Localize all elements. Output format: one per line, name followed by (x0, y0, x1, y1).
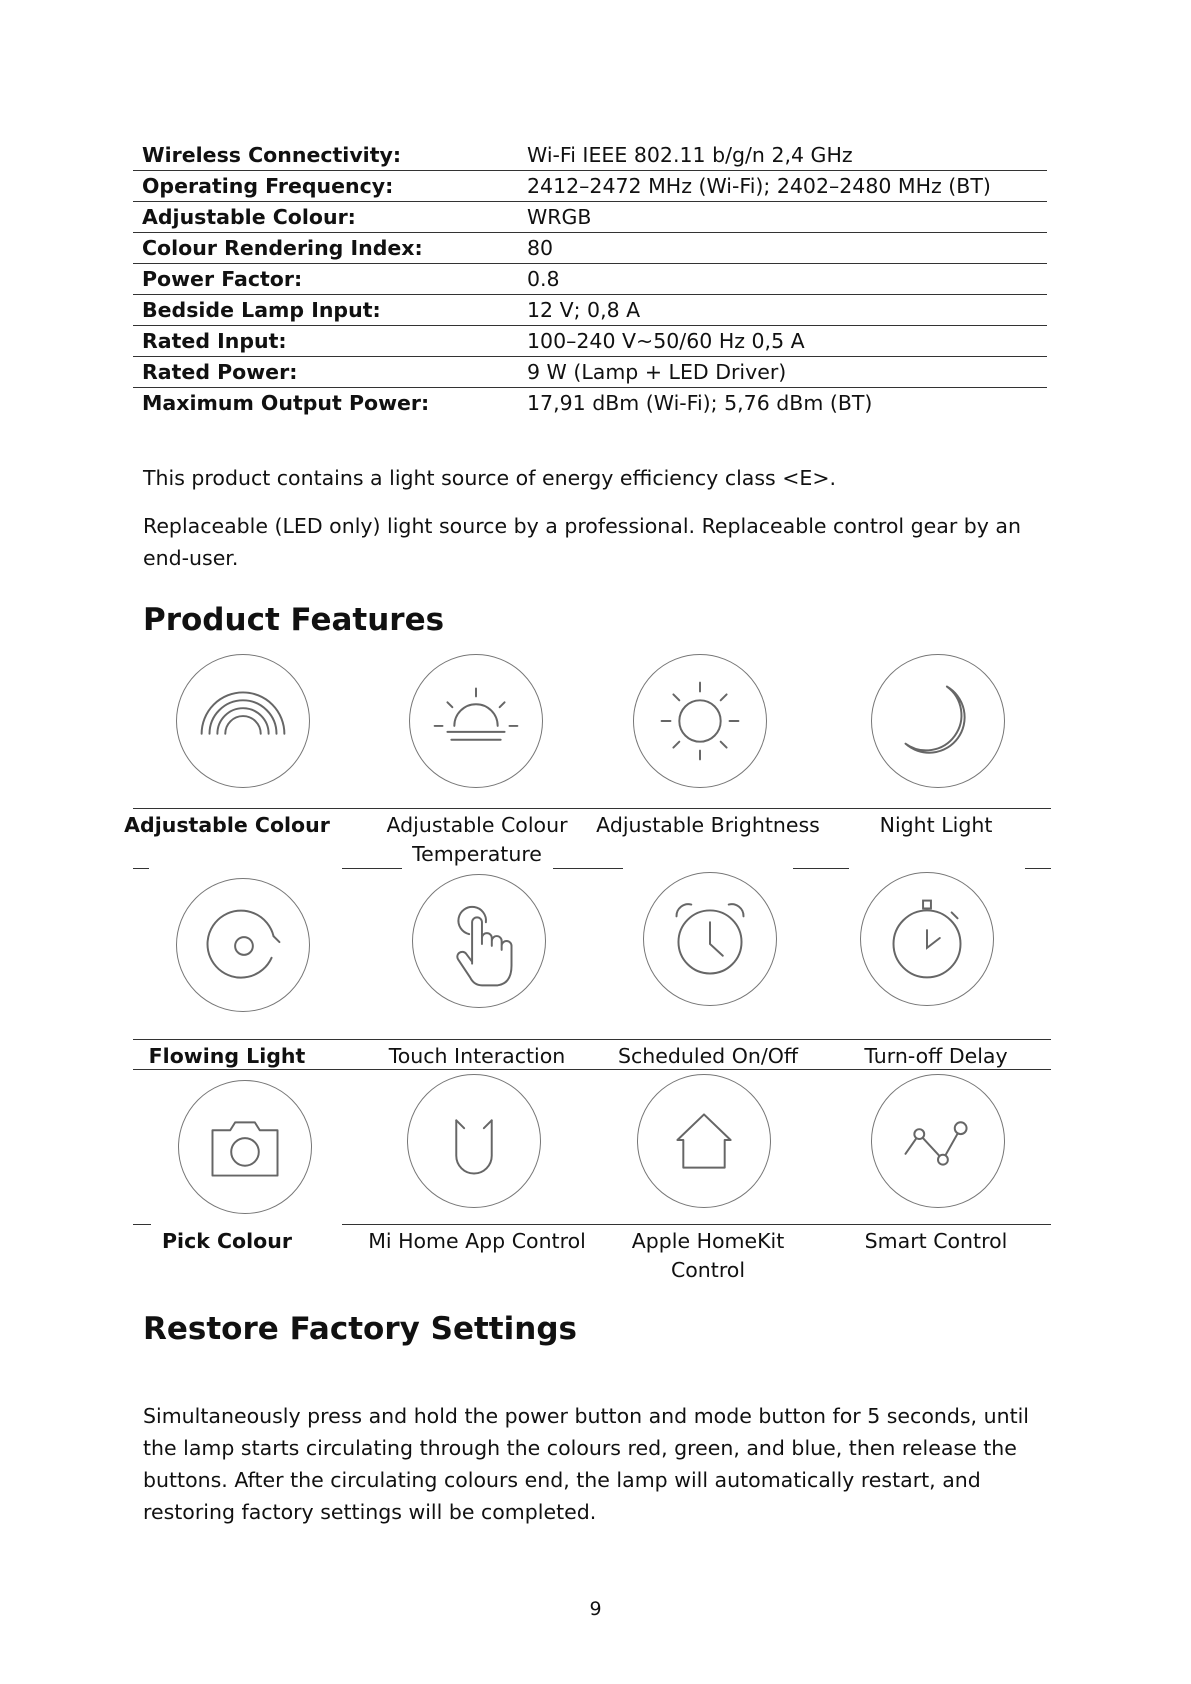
spec-value: 100–240 V~50/60 Hz 0,5 A (518, 326, 1047, 357)
spec-label: Power Factor: (133, 264, 518, 295)
feature-label: Adjustable Brightness (596, 813, 820, 837)
spec-row (133, 357, 1047, 388)
grid-divider (133, 1039, 1051, 1040)
spec-value: 9 W (Lamp + LED Driver) (518, 357, 1047, 388)
grid-divider (793, 868, 849, 869)
feature-label: Smart Control (864, 1229, 1008, 1253)
restore-heading: Restore Factory Settings (143, 1311, 577, 1347)
product-features-heading: Product Features (143, 602, 445, 638)
spec-value: WRGB (518, 202, 1047, 233)
feature-label: Scheduled On/Off (617, 1044, 799, 1068)
house-icon (637, 1074, 771, 1208)
mi-home-icon (407, 1074, 541, 1208)
spec-label: Bedside Lamp Input: (133, 295, 518, 326)
spec-label: Rated Power: (133, 357, 518, 388)
grid-divider (133, 868, 149, 869)
feature-label: Pick Colour (162, 1229, 292, 1253)
feature-label: Adjustable Colour Temperature (386, 813, 568, 866)
rainbow-icon (176, 654, 310, 788)
grid-divider (133, 808, 1051, 809)
product-features-grid (124, 650, 1051, 1282)
stopwatch-icon (860, 872, 994, 1006)
moon-icon (871, 654, 1005, 788)
smart-graph-icon (871, 1074, 1005, 1208)
spec-label: Adjustable Colour: (133, 202, 518, 233)
spec-value: 2412–2472 MHz (Wi-Fi); 2402–2480 MHz (BT) (518, 171, 1047, 202)
spec-row (133, 140, 1047, 171)
touch-hand-icon (412, 874, 546, 1008)
spec-value: 80 (518, 233, 1047, 264)
feature-label: Turn-off Delay (864, 1044, 1008, 1068)
spec-label: Rated Input: (133, 326, 518, 357)
grid-divider (1025, 868, 1051, 869)
spec-label: Operating Frequency: (133, 171, 518, 202)
sun-icon (633, 654, 767, 788)
spec-row (133, 233, 1047, 264)
spec-row (133, 171, 1047, 202)
energy-class-note: This product contains a light source of energy efficiency class <E>. (143, 466, 837, 490)
feature-label: Night Light (879, 813, 993, 837)
feature-label: Adjustable Colour (124, 813, 330, 837)
flow-icon (176, 878, 310, 1012)
spec-row (133, 202, 1047, 233)
spec-value: 17,91 dBm (Wi-Fi); 5,76 dBm (BT) (527, 391, 873, 415)
camera-icon (178, 1080, 312, 1214)
feature-label: Mi Home App Control (368, 1229, 586, 1253)
grid-divider (342, 1224, 1051, 1225)
spec-row (133, 295, 1047, 326)
spec-value: 12 V; 0,8 A (518, 295, 1047, 326)
spec-label: Maximum Output Power: (142, 391, 430, 415)
spec-label: Wireless Connectivity: (133, 140, 518, 171)
grid-divider (133, 1224, 151, 1225)
spec-row (133, 326, 1047, 357)
replaceable-note: Replaceable (LED only) light source by a professional. Replaceable control gear by an end-user. (143, 514, 1021, 570)
alarm-clock-icon (643, 872, 777, 1006)
spec-value: 0.8 (518, 264, 1047, 295)
feature-label: Flowing Light (148, 1044, 306, 1068)
page-number: 9 (589, 1598, 602, 1620)
spec-value: Wi-Fi IEEE 802.11 b/g/n 2,4 GHz (518, 140, 1047, 171)
feature-label: Apple HomeKit Control (631, 1229, 785, 1282)
spec-row (133, 264, 1047, 295)
sunrise-icon (409, 654, 543, 788)
feature-label: Touch Interaction (388, 1044, 566, 1068)
spec-row (133, 388, 1047, 419)
spec-label: Colour Rendering Index: (133, 233, 518, 264)
restore-instructions: Simultaneously press and hold the power button and mode button for 5 seconds, until the lamp starts circulating through the colours red, green, and blue, then release the buttons. After the circulating colours end, the lamp will automatically restart, and restoring factory settings will be completed. (143, 1404, 1029, 1524)
specifications-table (133, 140, 1047, 418)
